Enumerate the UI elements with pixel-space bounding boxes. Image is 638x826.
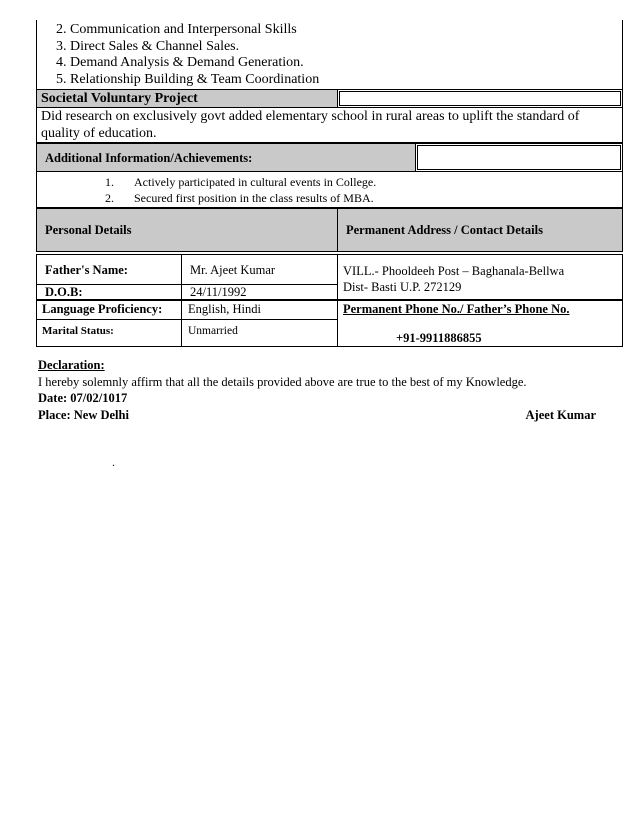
declaration-place: Place: New Delhi xyxy=(38,408,129,422)
skills-list xyxy=(56,22,319,88)
address-cell xyxy=(338,254,623,300)
father-label-cell xyxy=(36,254,182,285)
address-text xyxy=(343,263,564,295)
address-line: Dist- Basti U.P. 272129 xyxy=(343,280,462,294)
phone-heading: Permanent Phone No./ Father’s Phone No. xyxy=(343,302,570,316)
signature-name: Ajeet Kumar xyxy=(525,408,596,422)
marital-value-cell xyxy=(182,320,338,347)
marital-value: Unmarried xyxy=(188,325,238,337)
father-value-cell xyxy=(182,254,338,285)
declaration-heading: Declaration: xyxy=(38,358,105,372)
societal-heading-empty-cell xyxy=(338,89,623,108)
declaration-date: Date: 07/02/1017 xyxy=(38,391,128,405)
skill-item: 3. Direct Sales & Channel Sales. xyxy=(56,38,240,54)
father-value: Mr. Ajeet Kumar xyxy=(190,263,276,277)
language-label: Language Proficiency: xyxy=(42,302,163,316)
stray-dot: . xyxy=(112,455,115,469)
societal-heading: Societal Voluntary Project xyxy=(41,91,198,106)
address-line: VILL.- Phooldeeh Post – Baghanala-Bellwa xyxy=(343,264,565,278)
phone-cell xyxy=(338,300,623,347)
phone-value: +91-9911886855 xyxy=(396,331,482,345)
personal-heading: Personal Details xyxy=(45,223,132,237)
marital-label-cell xyxy=(36,320,182,347)
societal-heading-cell xyxy=(36,89,338,108)
achievements-heading-empty-cell xyxy=(416,143,623,172)
declaration-text: I hereby solemnly affirm that all the details provided above are true to the best of my Knowledge. xyxy=(38,375,527,389)
marital-label: Marital Status: xyxy=(42,325,114,337)
societal-text: Did research on exclusively govt added elementary school in rural areas to uplift the standard of quality of education. xyxy=(41,109,580,141)
skills-block xyxy=(36,20,623,90)
address-heading: Permanent Address / Contact Details xyxy=(346,223,543,237)
language-value: English, Hindi xyxy=(188,302,261,316)
achievements-heading: Additional Information/Achievements: xyxy=(45,151,253,165)
dob-value-cell xyxy=(182,285,338,300)
skill-item: 4. Demand Analysis & Demand Generation. xyxy=(56,55,304,70)
dob-label: D.O.B: xyxy=(45,285,83,299)
address-heading-cell xyxy=(338,208,623,252)
achievements-list xyxy=(105,175,376,206)
achievements-list-cell xyxy=(36,172,623,208)
dob-value: 24/11/1992 xyxy=(190,285,247,299)
personal-heading-cell xyxy=(36,208,338,252)
language-label-cell xyxy=(36,300,182,320)
societal-text-cell xyxy=(36,108,623,143)
skill-item: 2. Communication and Interpersonal Skills xyxy=(56,22,297,37)
list-item: 2. Secured first position in the class results of MBA. xyxy=(105,190,374,205)
father-label: Father's Name: xyxy=(45,263,128,277)
list-item: 1. Actively participated in cultural events in College. xyxy=(105,175,377,189)
achievements-heading-cell xyxy=(36,143,416,172)
skill-item: 5. Relationship Building & Team Coordination xyxy=(56,71,320,87)
dob-label-cell xyxy=(36,285,182,300)
language-value-cell xyxy=(182,300,338,320)
